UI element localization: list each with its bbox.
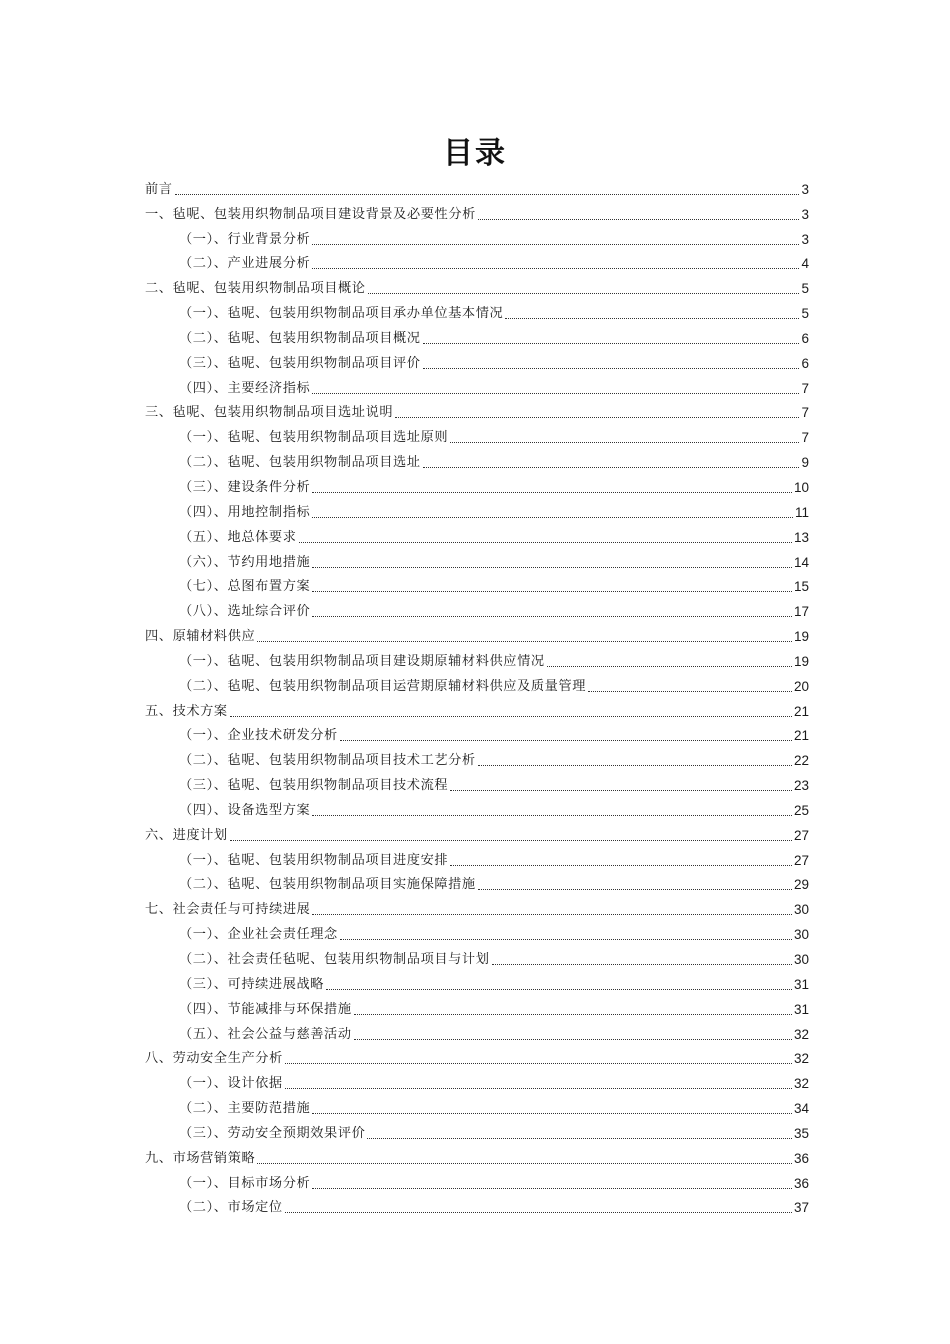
toc-page-number: 3	[801, 206, 809, 222]
toc-dot-leader	[326, 989, 792, 990]
toc-entry-text: 前言	[145, 181, 173, 197]
toc-dot-leader	[340, 939, 792, 940]
toc-page-number: 5	[801, 281, 809, 297]
toc-entry[interactable]	[145, 696, 809, 721]
toc-entry-text: （一）、毡呢、包装用织物制品项目承办单位基本情况	[179, 306, 504, 322]
toc-entry-text: （一）、行业背景分析	[179, 231, 311, 247]
toc-entry[interactable]	[145, 1019, 809, 1044]
toc-entry-text: （二）、产业进展分析	[179, 256, 311, 272]
toc-dot-leader	[257, 1163, 792, 1164]
toc-page-number: 32	[793, 1026, 809, 1042]
toc-entry[interactable]	[145, 795, 809, 820]
toc-entry-text: （五）、社会公益与慈善活动	[179, 1026, 352, 1042]
toc-entry-text: （三）、可持续进展战略	[179, 976, 325, 992]
toc-page-number: 3	[801, 231, 809, 247]
toc-dot-leader	[450, 442, 799, 443]
toc-entry[interactable]	[145, 422, 809, 447]
toc-page-number: 9	[801, 455, 809, 471]
toc-page-number: 7	[801, 430, 809, 446]
toc-entry-text: 二、毡呢、包装用织物制品项目概论	[145, 281, 366, 297]
toc-entry[interactable]	[145, 969, 809, 994]
toc-dot-leader	[312, 1113, 792, 1114]
toc-entry-text: （四）、用地控制指标	[179, 504, 311, 520]
toc-page-number: 21	[793, 703, 809, 719]
toc-entry[interactable]	[145, 398, 809, 423]
toc-entry[interactable]	[145, 646, 809, 671]
toc-entry[interactable]	[145, 820, 809, 845]
toc-entry-text: 四、原辅材料供应	[145, 629, 256, 645]
toc-page-number: 10	[793, 479, 809, 495]
toc-entry-text: （一）、毡呢、包装用织物制品项目选址原则	[179, 430, 449, 446]
toc-page-number: 15	[793, 579, 809, 595]
toc-entry[interactable]	[145, 944, 809, 969]
toc-dot-leader	[478, 219, 800, 220]
toc-entry-text: （三）、毡呢、包装用织物制品项目评价	[179, 355, 421, 371]
toc-entry[interactable]	[145, 621, 809, 646]
toc-page-number: 19	[793, 653, 809, 669]
toc-page-number: 31	[793, 1001, 809, 1017]
toc-entry[interactable]	[145, 919, 809, 944]
toc-page-number: 36	[793, 1175, 809, 1191]
toc-page-number: 30	[793, 902, 809, 918]
toc-page-number: 37	[793, 1200, 809, 1216]
toc-dot-leader	[312, 1188, 792, 1189]
toc-dot-leader	[450, 865, 792, 866]
toc-dot-leader	[257, 641, 792, 642]
toc-dot-leader	[492, 964, 792, 965]
toc-entry-text: （一）、毡呢、包装用织物制品项目进度安排	[179, 852, 449, 868]
toc-dot-leader	[299, 542, 792, 543]
toc-entry-text: （一）、企业社会责任理念	[179, 927, 338, 943]
toc-page-number: 6	[801, 330, 809, 346]
toc-entry[interactable]	[145, 472, 809, 497]
toc-dot-leader	[312, 914, 792, 915]
toc-entry[interactable]	[145, 323, 809, 348]
toc-dot-leader	[230, 840, 792, 841]
toc-entry[interactable]	[145, 894, 809, 919]
toc-page-number: 3	[801, 181, 809, 197]
toc-entry-text: （一）、毡呢、包装用织物制品项目建设期原辅材料供应情况	[179, 653, 545, 669]
toc-page-number: 34	[793, 1101, 809, 1117]
toc-entry-text: （二）、主要防范措施	[179, 1101, 311, 1117]
toc-dot-leader	[312, 244, 799, 245]
toc-entry-text: （二）、社会责任毡呢、包装用织物制品项目与计划	[179, 952, 490, 967]
toc-dot-leader	[478, 889, 792, 890]
toc-entry[interactable]	[145, 770, 809, 795]
toc-entry[interactable]	[145, 994, 809, 1019]
toc-page-number: 14	[793, 554, 809, 570]
toc-entry[interactable]	[145, 522, 809, 547]
toc-entry[interactable]	[145, 1093, 809, 1118]
toc-dot-leader	[312, 591, 792, 592]
toc-entry[interactable]	[145, 1143, 809, 1168]
toc-dot-leader	[285, 1212, 792, 1213]
toc-dot-leader	[312, 492, 792, 493]
toc-dot-leader	[367, 1138, 792, 1139]
toc-dot-leader	[450, 790, 792, 791]
toc-entry[interactable]	[145, 547, 809, 572]
toc-page-number: 6	[801, 355, 809, 371]
toc-dot-leader	[312, 567, 792, 568]
toc-dot-leader	[423, 368, 800, 369]
toc-page-number: 22	[793, 753, 809, 769]
toc-page-number: 27	[793, 852, 809, 868]
toc-entry-text: （四）、设备选型方案	[179, 802, 311, 818]
toc-entry[interactable]	[145, 447, 809, 472]
toc-entry[interactable]	[145, 497, 809, 522]
toc-dot-leader	[547, 666, 792, 667]
toc-dot-leader	[312, 616, 792, 617]
toc-page-number: 30	[793, 927, 809, 943]
toc-dot-leader	[312, 268, 799, 269]
toc-dot-leader	[478, 765, 792, 766]
toc-entry[interactable]	[145, 174, 809, 199]
toc-entry-text: （二）、毡呢、包装用织物制品项目实施保障措施	[179, 877, 476, 893]
toc-entry[interactable]	[145, 199, 809, 224]
toc-entry[interactable]	[145, 596, 809, 621]
toc-entry[interactable]	[145, 373, 809, 398]
toc-entry[interactable]	[145, 273, 809, 298]
toc-page-number: 31	[793, 976, 809, 992]
toc-entry-text: 六、进度计划	[145, 827, 228, 843]
toc-entry[interactable]	[145, 1068, 809, 1093]
toc-dot-leader	[285, 1063, 792, 1064]
toc-page-number: 25	[793, 802, 809, 818]
toc-entry-text: （二）、毡呢、包装用织物制品项目概况	[179, 330, 421, 346]
toc-page-number: 4	[801, 256, 809, 272]
toc-dot-leader	[588, 691, 792, 692]
toc-entry[interactable]	[145, 721, 809, 746]
toc-entry-text: 五、技术方案	[145, 703, 228, 719]
toc-entry[interactable]	[145, 1118, 809, 1143]
toc-dot-leader	[423, 467, 800, 468]
toc-entry-text: （三）、劳动安全预期效果评价	[179, 1125, 366, 1141]
toc-entry[interactable]	[145, 745, 809, 770]
toc-entry[interactable]	[145, 572, 809, 597]
toc-entry-text: （二）、毡呢、包装用织物制品项目选址	[179, 455, 421, 471]
toc-entry-text: （三）、毡呢、包装用织物制品项目技术流程	[179, 778, 449, 794]
toc-entry-text: （六）、节约用地措施	[179, 554, 311, 570]
toc-page-number: 21	[793, 728, 809, 744]
toc-entry-text: （二）、毡呢、包装用织物制品项目技术工艺分析	[179, 753, 476, 769]
toc-page-number: 20	[793, 678, 809, 694]
toc-page-number: 36	[793, 1150, 809, 1166]
toc-page-number: 32	[793, 1051, 809, 1067]
toc-entry[interactable]	[145, 224, 809, 249]
toc-entry-text: （一）、目标市场分析	[179, 1175, 311, 1191]
toc-title: 目录	[443, 136, 507, 171]
toc-entry-text: （三）、建设条件分析	[179, 479, 311, 495]
toc-entry-text: （五）、地总体要求	[179, 529, 297, 545]
toc-entry-text: （一）、设计依据	[179, 1076, 283, 1092]
toc-dot-leader	[505, 318, 799, 319]
toc-entry-text: （四）、节能减排与环保措施	[179, 1001, 352, 1017]
toc-page-number: 19	[793, 629, 809, 645]
toc-page-number: 23	[793, 778, 809, 794]
toc-entry-text: 七、社会责任与可持续进展	[145, 902, 311, 918]
toc-entry-text: 九、市场营销策略	[145, 1150, 256, 1166]
toc-page-number: 35	[793, 1125, 809, 1141]
toc-dot-leader	[230, 716, 792, 717]
toc-dot-leader	[312, 517, 793, 518]
toc-dot-leader	[354, 1039, 792, 1040]
toc-page-number: 7	[801, 380, 809, 396]
toc-page-number: 7	[801, 405, 809, 421]
toc-entry-text: （一）、企业技术研发分析	[179, 728, 338, 744]
toc-page-number: 13	[793, 529, 809, 545]
toc-page-number: 29	[793, 877, 809, 893]
table-of-contents	[145, 174, 809, 1217]
toc-entry-text: （四）、主要经济指标	[179, 380, 311, 396]
toc-page-number: 27	[793, 827, 809, 843]
toc-entry-text: （二）、毡呢、包装用织物制品项目运营期原辅材料供应及质量管理	[179, 678, 587, 694]
toc-dot-leader	[354, 1014, 792, 1015]
toc-dot-leader	[175, 194, 800, 195]
toc-entry-text: 八、劳动安全生产分析	[145, 1051, 283, 1067]
toc-dot-leader	[395, 417, 799, 418]
toc-dot-leader	[312, 393, 799, 394]
toc-entry-text: （八）、选址综合评价	[179, 604, 311, 620]
toc-entry[interactable]	[145, 348, 809, 373]
toc-page-number: 17	[793, 604, 809, 620]
toc-entry[interactable]	[145, 249, 809, 274]
toc-entry-text: （七）、总图布置方案	[179, 579, 311, 595]
toc-entry[interactable]	[145, 1044, 809, 1069]
toc-entry-text: （二）、市场定位	[179, 1200, 283, 1216]
toc-page-number: 30	[793, 952, 809, 967]
toc-page-number: 11	[794, 504, 809, 520]
toc-page-number: 32	[793, 1076, 809, 1092]
toc-dot-leader	[423, 343, 800, 344]
toc-entry[interactable]	[145, 298, 809, 323]
toc-entry-text: 一、毡呢、包装用织物制品项目建设背景及必要性分析	[145, 206, 476, 222]
toc-entry[interactable]	[145, 845, 809, 870]
toc-dot-leader	[312, 815, 792, 816]
toc-entry[interactable]	[145, 1168, 809, 1193]
toc-dot-leader	[285, 1088, 792, 1089]
toc-dot-leader	[340, 740, 792, 741]
toc-page-number: 5	[801, 306, 809, 322]
toc-dot-leader	[368, 293, 800, 294]
toc-entry[interactable]	[145, 671, 809, 696]
toc-entry[interactable]	[145, 870, 809, 895]
toc-entry[interactable]	[145, 1193, 809, 1218]
toc-entry-text: 三、毡呢、包装用织物制品项目选址说明	[145, 405, 394, 421]
